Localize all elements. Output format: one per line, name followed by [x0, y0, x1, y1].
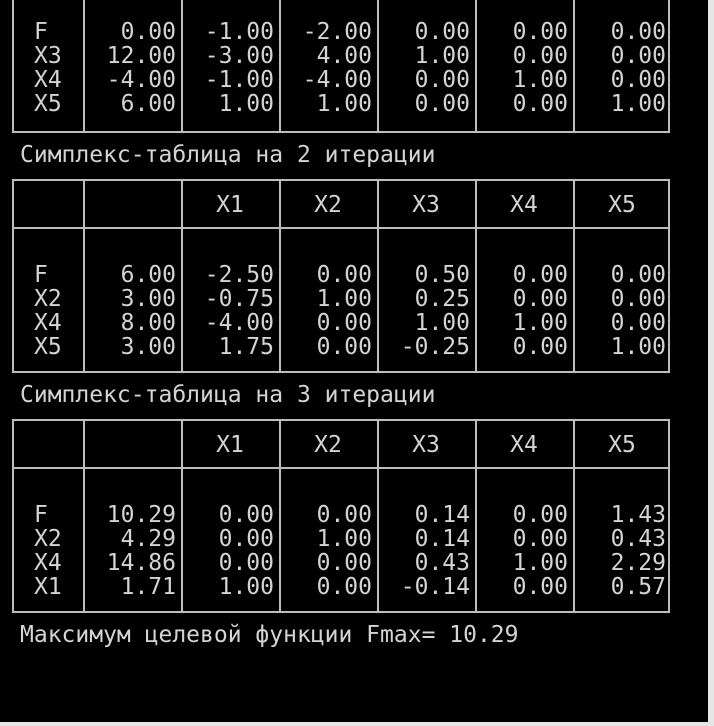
table-cell: 6.00 — [120, 262, 176, 288]
grid-line — [377, 421, 379, 611]
table-cell: 1.75 — [218, 334, 274, 360]
table-cell: 1.00 — [316, 526, 372, 552]
table-cell: 1.71 — [120, 574, 176, 600]
table-cell: -4.00 — [204, 310, 274, 336]
grid-line — [181, 181, 183, 371]
column-header: X2 — [314, 432, 342, 458]
table-cell: 0.00 — [316, 262, 372, 288]
table-cell: 0.00 — [316, 334, 372, 360]
table-cell: 0.14 — [414, 502, 470, 528]
table-cell: -4.00 — [106, 67, 176, 93]
table-cell: 0.00 — [512, 43, 568, 69]
table-cell: 1.00 — [218, 91, 274, 117]
table-cell: 0.00 — [610, 310, 666, 336]
row-label: X2 — [34, 526, 62, 552]
table-cell: 0.57 — [610, 574, 666, 600]
grid-line — [83, 181, 85, 371]
table-cell: 0.00 — [512, 286, 568, 312]
table-cell: 14.86 — [106, 550, 176, 576]
table-cell: 1.00 — [414, 43, 470, 69]
table-cell: 3.00 — [120, 334, 176, 360]
grid-line — [573, 421, 575, 611]
table-cell: 0.00 — [512, 502, 568, 528]
console-window-bottom-edge — [0, 722, 714, 726]
row-label: X4 — [34, 310, 62, 336]
table-cell: -1.00 — [204, 67, 274, 93]
table-cell: 0.43 — [610, 526, 666, 552]
header-separator — [14, 467, 668, 469]
grid-line — [83, 421, 85, 611]
grid-line — [279, 421, 281, 611]
table-cell: 0.00 — [414, 91, 470, 117]
table-cell: 0.14 — [414, 526, 470, 552]
column-header: X4 — [510, 192, 538, 218]
grid-line — [475, 181, 477, 371]
table-cell: -0.25 — [400, 334, 470, 360]
table-cell: 12.00 — [106, 43, 176, 69]
row-label: F — [34, 262, 48, 288]
table-cell: 0.00 — [512, 526, 568, 552]
table-cell: 0.43 — [414, 550, 470, 576]
table-cell: 1.43 — [610, 502, 666, 528]
table-cell: -1.00 — [204, 19, 274, 45]
row-label: F — [34, 19, 48, 45]
console-window-edge — [708, 0, 714, 726]
grid-line — [279, 181, 281, 371]
table-cell: 0.00 — [414, 19, 470, 45]
table-cell: 1.00 — [610, 91, 666, 117]
table-cell: 2.29 — [610, 550, 666, 576]
row-label: X2 — [34, 286, 62, 312]
grid-line — [573, 181, 575, 371]
grid-line — [377, 181, 379, 371]
table-cell: -2.00 — [302, 19, 372, 45]
table-cell: 0.00 — [316, 574, 372, 600]
simplex-table-iteration-3 — [12, 419, 670, 613]
table-cell: 0.00 — [218, 502, 274, 528]
table-cell: 8.00 — [120, 310, 176, 336]
table-cell: 0.00 — [512, 19, 568, 45]
table-cell: 0.00 — [610, 67, 666, 93]
row-label: X3 — [34, 43, 62, 69]
table-cell: 0.50 — [414, 262, 470, 288]
grid-line — [377, 0, 379, 131]
table-cell: 0.00 — [218, 550, 274, 576]
table-cell: 0.00 — [218, 526, 274, 552]
table-cell: 1.00 — [218, 574, 274, 600]
table-cell: 0.00 — [512, 574, 568, 600]
table-cell: 0.00 — [512, 334, 568, 360]
column-header: X5 — [608, 192, 636, 218]
grid-line — [475, 0, 477, 131]
grid-line — [181, 421, 183, 611]
column-header: X3 — [412, 432, 440, 458]
table-cell: 1.00 — [316, 286, 372, 312]
table-cell: 6.00 — [120, 91, 176, 117]
table-cell: 0.00 — [610, 286, 666, 312]
column-header: X2 — [314, 192, 342, 218]
table-cell: 1.00 — [512, 67, 568, 93]
grid-line — [279, 0, 281, 131]
table-cell: -0.75 — [204, 286, 274, 312]
row-label: X4 — [34, 67, 62, 93]
table-cell: 1.00 — [512, 310, 568, 336]
table-cell: 1.00 — [610, 334, 666, 360]
row-label: F — [34, 502, 48, 528]
column-header: X5 — [608, 432, 636, 458]
row-label: X4 — [34, 550, 62, 576]
table-cell: 1.00 — [316, 91, 372, 117]
table-cell: 0.00 — [610, 262, 666, 288]
grid-line — [573, 0, 575, 131]
table-cell: 3.00 — [120, 286, 176, 312]
table-cell: 0.00 — [512, 91, 568, 117]
iteration-3-caption: Симплекс-таблица на 3 итерации — [20, 382, 436, 408]
table-cell: 0.00 — [610, 43, 666, 69]
table-cell: 1.00 — [512, 550, 568, 576]
table-cell: 0.00 — [316, 502, 372, 528]
max-objective-result: Максимум целевой функции Fmax= 10.29 — [20, 622, 519, 648]
table-cell: 10.29 — [106, 502, 176, 528]
iteration-2-caption: Симплекс-таблица на 2 итерации — [20, 142, 436, 168]
simplex-table-initial — [12, 0, 670, 133]
grid-line — [475, 421, 477, 611]
table-cell: 4.00 — [316, 43, 372, 69]
simplex-table-iteration-2 — [12, 179, 670, 373]
header-separator — [14, 227, 668, 229]
table-cell: 4.29 — [120, 526, 176, 552]
table-cell: 0.00 — [512, 262, 568, 288]
row-label: X5 — [34, 91, 62, 117]
table-cell: 0.00 — [610, 19, 666, 45]
column-header: X3 — [412, 192, 440, 218]
table-cell: -3.00 — [204, 43, 274, 69]
row-label: X5 — [34, 334, 62, 360]
grid-line — [181, 0, 183, 131]
table-cell: 1.00 — [414, 310, 470, 336]
table-cell: 0.00 — [120, 19, 176, 45]
table-cell: -4.00 — [302, 67, 372, 93]
table-cell: -2.50 — [204, 262, 274, 288]
table-cell: 0.00 — [316, 550, 372, 576]
grid-line — [83, 0, 85, 131]
row-label: X1 — [34, 574, 62, 600]
column-header: X4 — [510, 432, 538, 458]
table-cell: 0.00 — [316, 310, 372, 336]
table-cell: -0.14 — [400, 574, 470, 600]
table-cell: 0.25 — [414, 286, 470, 312]
column-header: X1 — [216, 192, 244, 218]
column-header: X1 — [216, 432, 244, 458]
table-cell: 0.00 — [414, 67, 470, 93]
